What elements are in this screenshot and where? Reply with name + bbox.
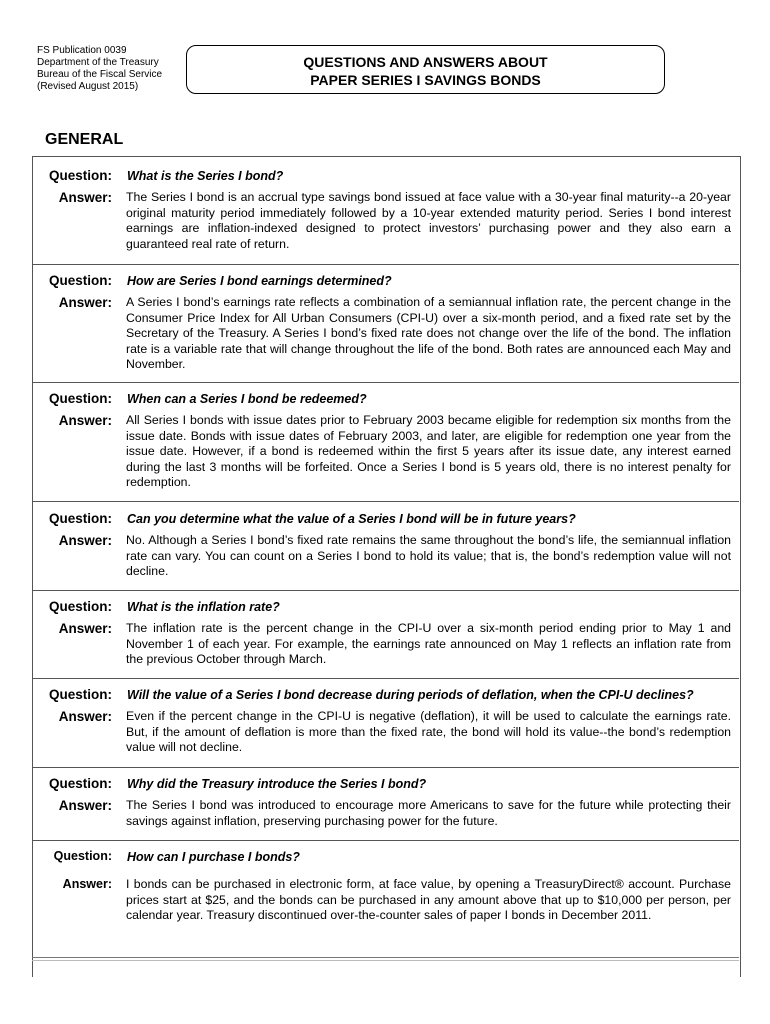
answer-text: The Series I bond is an accrual type savings bond issued at face value with a 30-year final maturity--a 20-year original maturity period immediately followed by a 10-year extended maturity period. Series I bond interest earnings are inflation-indexed designed to protect investors’ purchasing power and they also earn a guaranteed real rate of return. [126, 190, 731, 251]
answer-text: All Series I bonds with issue dates prior to February 2003 became eligible for redemption six months from the issue date. Bonds with issue dates of February 2003, and later, are eligible for redemption one year from the issue date. However, if a bond is redeemed within the first 5 years after its issue date, any interest earned during the last 3 months will be forfeited. Once a Series I bond is 5 years old, there is no interest penalty for redemption. [126, 413, 731, 489]
question-label: Question: [49, 273, 112, 288]
publication-info [37, 45, 162, 93]
question-text: How are Series I bond earnings determined? [127, 274, 392, 288]
question-label: Question: [53, 849, 112, 863]
qa-item [32, 679, 739, 768]
bottom-divider-secondary [32, 960, 739, 961]
answer-label: Answer: [58, 621, 112, 636]
publication-number: FS Publication 0039 [37, 45, 127, 56]
answer-label: Answer: [58, 709, 112, 724]
answer-label: Answer: [58, 533, 112, 548]
qa-item [32, 768, 739, 841]
answer-text: I bonds can be purchased in electronic form, at face value, by opening a TreasuryDirect® account. Purchase prices start at $25, and the bonds can be purchased in any amount above that up to $10,000 per person, per calendar year. Treasury discontinued over-the-counter sales of paper I bonds in December 2011. [126, 877, 731, 922]
question-label: Question: [49, 599, 112, 614]
section-title: GENERAL [45, 131, 124, 148]
answer-text: A Series I bond’s earnings rate reflects a combination of a semiannual inflation rate, the percent change in the Consumer Price Index for All Urban Consumers (CPI-U) over a six-month period, and a fixed rate set by the Secretary of the Treasury. A Series I bond’s fixed rate does not change over the life of the bond. The inflation rate is a variable rate that will change throughout the life of the bond. Both rates are announced each May and November. [126, 295, 731, 371]
department-name: Department of the Treasury [37, 57, 159, 68]
question-text: When can a Series I bond be redeemed? [127, 392, 367, 406]
qa-item [32, 383, 739, 502]
qa-item [32, 502, 739, 591]
title-line-2: PAPER SERIES I SAVINGS BONDS [310, 72, 541, 88]
qa-item [32, 841, 739, 951]
bottom-divider [32, 957, 739, 958]
title-line-1: QUESTIONS AND ANSWERS ABOUT [303, 54, 548, 70]
question-label: Question: [49, 168, 112, 183]
question-text: Will the value of a Series I bond decrease during periods of deflation, when the CPI-U declines? [127, 688, 694, 702]
qa-item [32, 166, 739, 265]
bureau-name: Bureau of the Fiscal Service [37, 69, 163, 80]
answer-text: The inflation rate is the percent change in the CPI-U over a six-month period ending prior to May 1 and November 1 of each year. For example, the earnings rate announced on May 1 reflects an inflation rate from the previous October through March. [126, 621, 731, 666]
qa-item [32, 265, 739, 383]
question-text: How can I purchase I bonds? [127, 850, 300, 864]
question-label: Question: [49, 776, 112, 791]
answer-label: Answer: [58, 295, 112, 310]
answer-text: No. Although a Series I bond’s fixed rate remains the same throughout the bond’s life, the semiannual inflation rate can vary. You can count on a Series I bond to hold its value; that is, the bond’s redemption value will not decline. [126, 533, 731, 578]
question-text: Why did the Treasury introduce the Series I bond? [127, 777, 427, 791]
question-label: Question: [49, 391, 112, 406]
question-label: Question: [49, 511, 112, 526]
question-label: Question: [49, 687, 112, 702]
answer-label: Answer: [58, 413, 112, 428]
question-text: What is the inflation rate? [127, 600, 280, 614]
document-title [186, 45, 665, 94]
answer-text: The Series I bond was introduced to encourage more Americans to save for the future while protecting their savings against inflation, preserving purchasing power for the future. [126, 798, 731, 828]
answer-text: Even if the percent change in the CPI-U is negative (deflation), it will be used to calculate the earnings rate. But, if the amount of deflation is more than the fixed rate, the bond will hold its value--the bond’s redemption value will not decline. [126, 709, 731, 754]
qa-item [32, 591, 739, 679]
answer-label: Answer: [58, 798, 112, 813]
question-text: Can you determine what the value of a Series I bond will be in future years? [127, 512, 576, 526]
question-text: What is the Series I bond? [127, 169, 284, 183]
answer-label: Answer: [62, 877, 112, 891]
answer-label: Answer: [58, 190, 112, 205]
revision-date: (Revised August 2015) [37, 81, 139, 92]
